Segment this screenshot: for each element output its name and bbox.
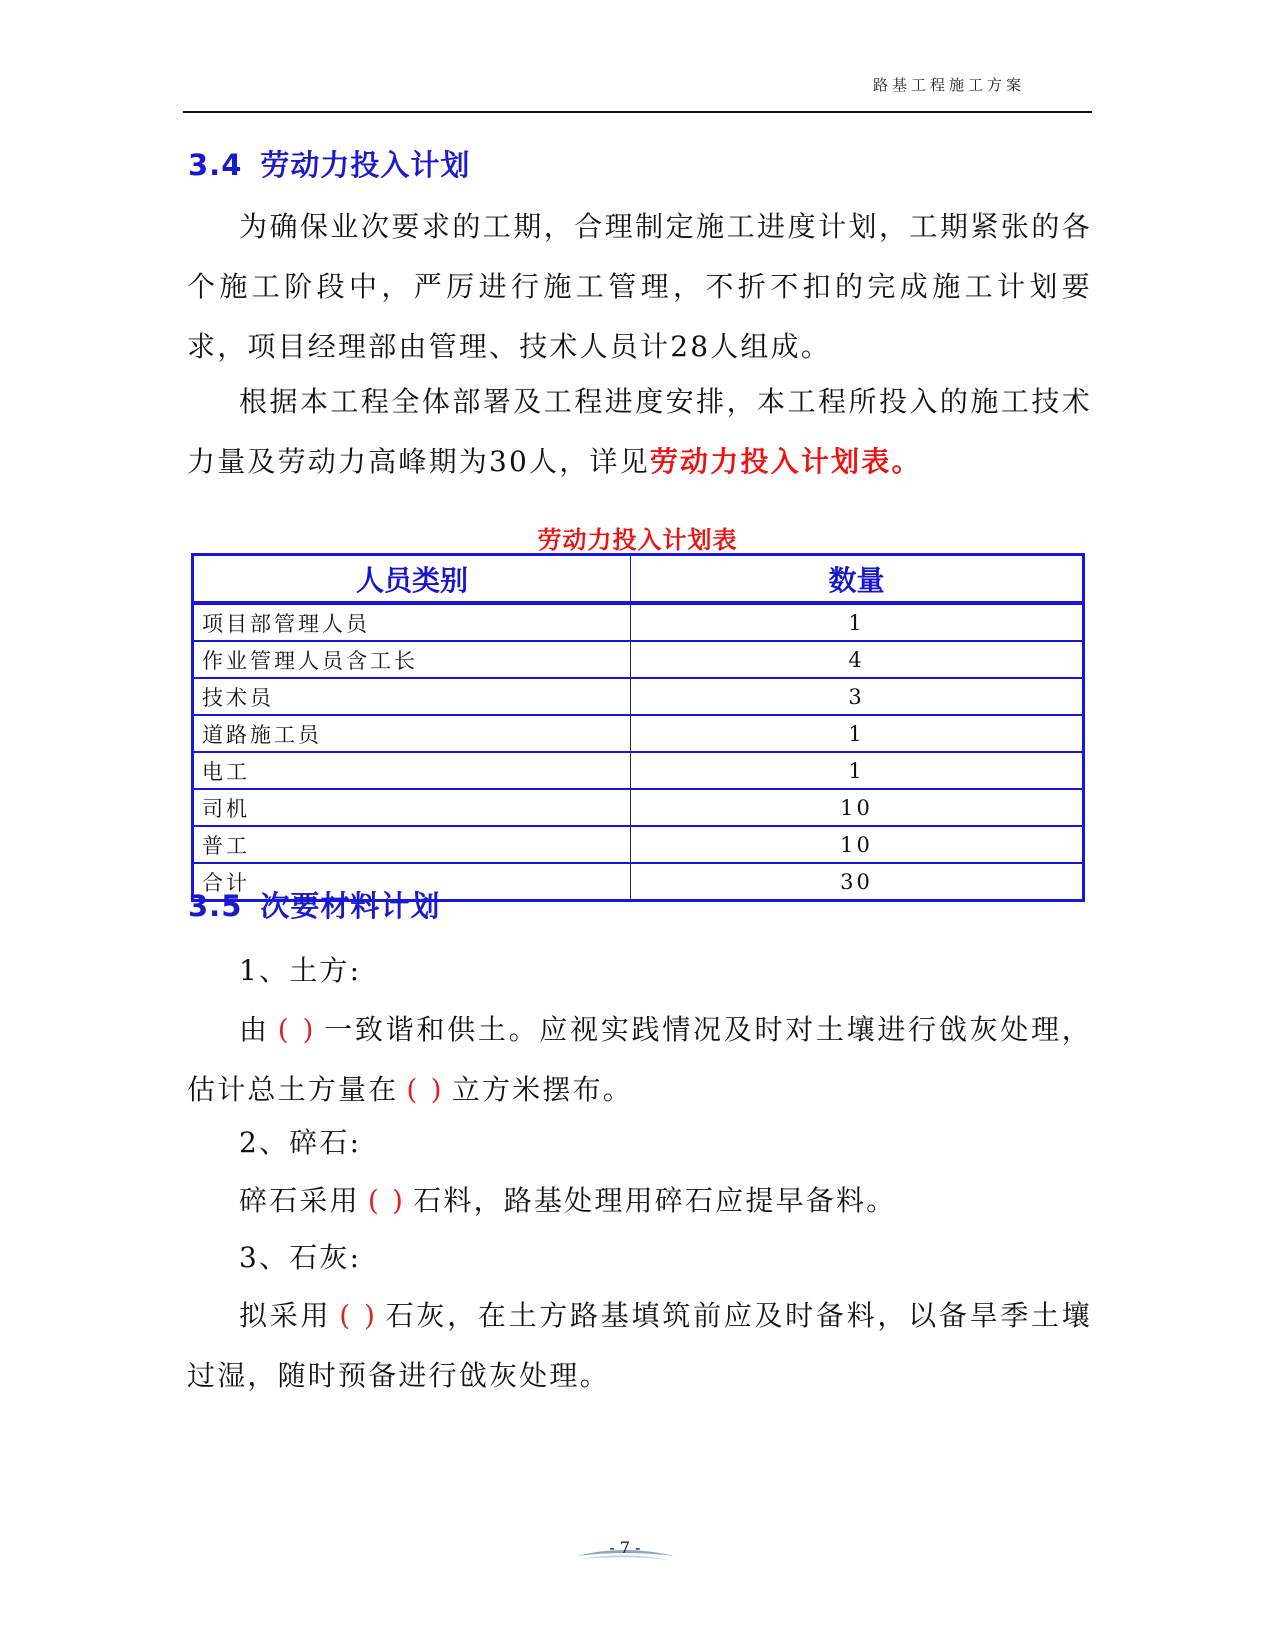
- column-header-category: 人员类别: [193, 555, 631, 604]
- table-row: [193, 603, 1084, 641]
- labor-plan-table: [191, 553, 1085, 902]
- table-row: [193, 715, 1084, 752]
- paragraph-workforce-peak: [187, 372, 1092, 492]
- cell-category: 作业管理人员含工长: [193, 641, 631, 678]
- section-heading-3-4: [188, 143, 470, 184]
- section-number: 3.4: [188, 148, 243, 182]
- fill-blank: ( ): [406, 1073, 444, 1106]
- cell-category: 道路施工员: [193, 715, 631, 752]
- table-row: [193, 789, 1084, 826]
- cell-category: 技术员: [193, 678, 631, 715]
- table-reference-highlight: 劳动力投入计划表。: [649, 445, 922, 478]
- paragraph-earthwork: [187, 1000, 1092, 1120]
- paragraph-gravel: [187, 1171, 1092, 1231]
- table-caption: 劳动力投入计划表: [537, 526, 738, 554]
- paragraph-text: 由: [239, 1013, 270, 1046]
- item-label-earthwork: 1、土方:: [239, 954, 362, 987]
- column-header-quantity: 数量: [631, 555, 1084, 604]
- cell-category: 项目部管理人员: [193, 603, 631, 641]
- cell-category: 普工: [193, 826, 631, 863]
- running-header-title: 路基工程施工方案: [872, 76, 1025, 94]
- cell-quantity: 1: [631, 715, 1084, 752]
- paragraph-text: 石灰，在土方路基填筑前应及时备料，以备旱季土壤过湿，随时预备进行戗灰处理。: [187, 1299, 1092, 1392]
- paragraph-workforce-intro: 为确保业次要求的工期，合理制定施工进度计划，工期紧张的各个施工阶段中，严厉进行施工管理，不折不扣的完成施工计划要求，项目经理部由管理、技术人员计28人组成。: [187, 210, 1092, 363]
- item-label-lime: 3、石灰:: [239, 1241, 362, 1274]
- cell-quantity: 3: [631, 678, 1084, 715]
- cell-quantity: 10: [631, 826, 1084, 863]
- table-row: [193, 752, 1084, 789]
- cell-quantity: 10: [631, 789, 1084, 826]
- item-label-gravel: 2、碎石:: [239, 1126, 362, 1159]
- cell-quantity: 1: [631, 603, 1084, 641]
- page-number-badge: [570, 1536, 680, 1566]
- cell-quantity: 30: [631, 863, 1084, 901]
- paragraph-text: 碎石采用: [239, 1184, 360, 1217]
- paragraph-text: 石料，路基处理用碎石应提早备料。: [413, 1184, 897, 1217]
- cell-quantity: 4: [631, 641, 1084, 678]
- section-title: 次要材料计划: [260, 889, 441, 923]
- header-rule: [183, 111, 1092, 113]
- fill-blank: ( ): [277, 1013, 316, 1046]
- cell-quantity: 1: [631, 752, 1084, 789]
- table-row: [193, 826, 1084, 863]
- cell-category: 司机: [193, 789, 631, 826]
- section-number: 3.5: [188, 889, 243, 923]
- table-row: [193, 641, 1084, 678]
- section-title: 劳动力投入计划: [260, 148, 471, 182]
- section-heading-3-5: [188, 884, 440, 925]
- paragraph-text: 立方米摆布。: [451, 1073, 633, 1106]
- paragraph-lime: [187, 1286, 1092, 1406]
- table-header-row: [193, 555, 1084, 604]
- paragraph-text: 拟采用: [239, 1299, 332, 1332]
- cell-category: 合计: [193, 863, 631, 901]
- cell-category: 电工: [193, 752, 631, 789]
- table-row: [193, 678, 1084, 715]
- fill-blank: ( ): [339, 1299, 378, 1332]
- fill-blank: ( ): [367, 1184, 406, 1217]
- paragraph-text: 根据本工程全体部署及工程进度安排，本工程所投入的施工技术力量及劳动力高峰期为30人，详见: [187, 385, 1092, 478]
- paragraph-text: 一致谐和供土。应视实践情况及时对土壤进行戗灰处理，估计总土方量在: [187, 1013, 1092, 1106]
- page-number: - 7 -: [609, 1538, 641, 1557]
